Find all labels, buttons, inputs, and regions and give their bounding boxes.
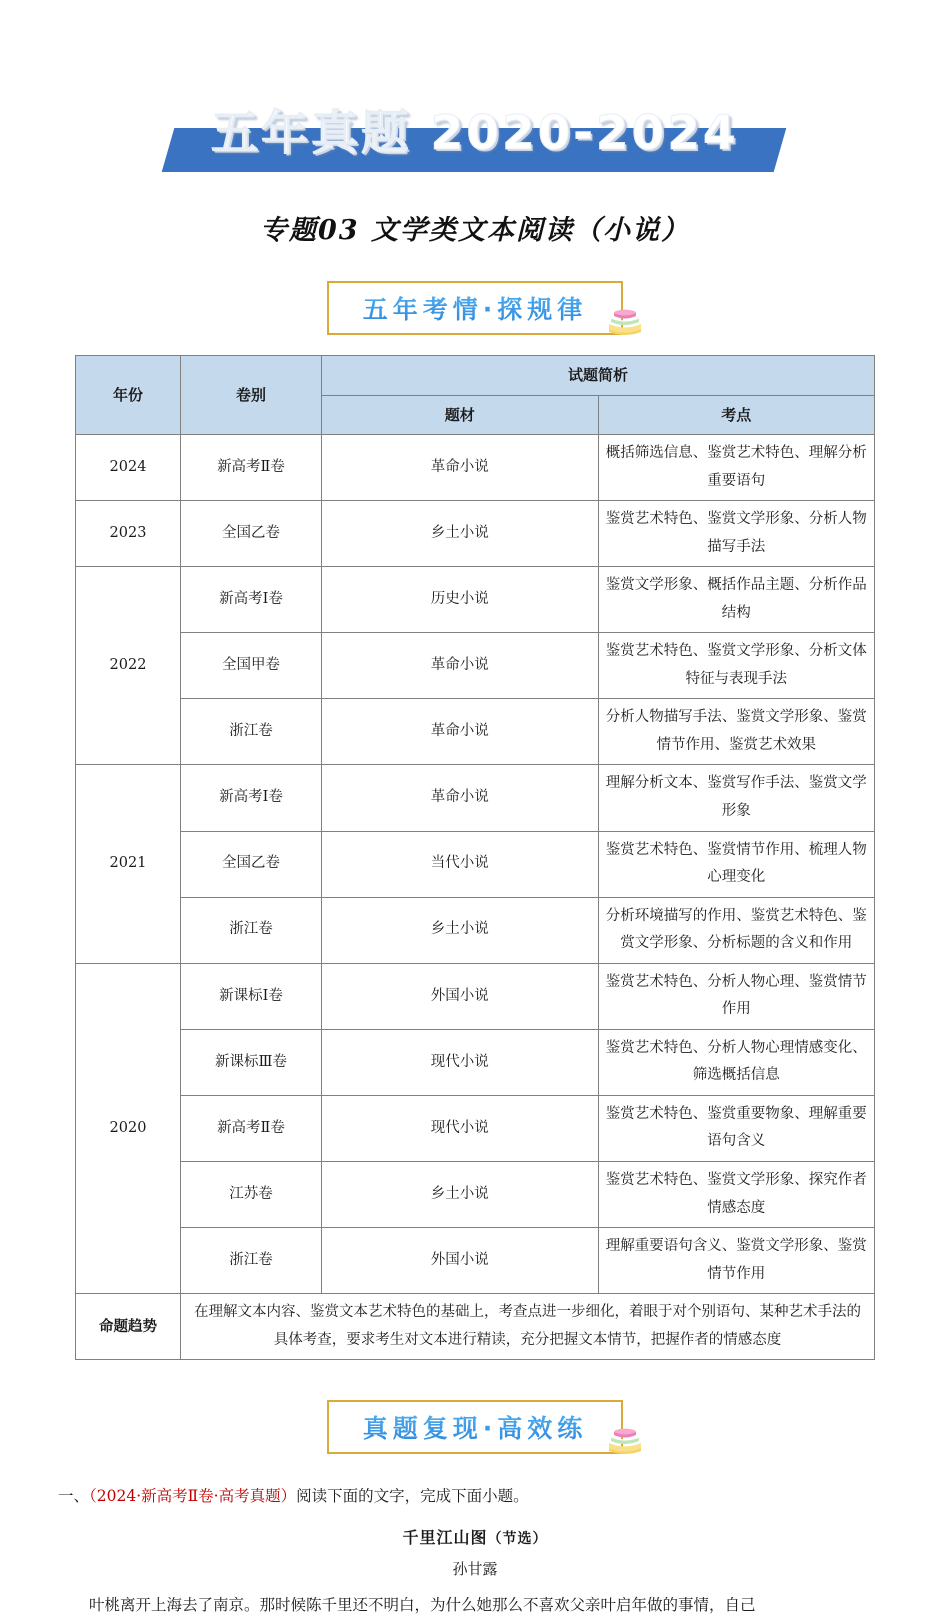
page-title: 专题03 文学类文本阅读（小说） bbox=[260, 215, 690, 246]
cell-genre: 现代小说 bbox=[322, 1029, 599, 1095]
question-line bbox=[58, 1480, 892, 1513]
article-author: 孙甘露 bbox=[452, 1561, 498, 1578]
cell-year: 2020 bbox=[76, 963, 181, 1293]
cell-points: 鉴赏艺术特色、鉴赏重要物象、理解重要语句含义 bbox=[598, 1095, 875, 1161]
table-row bbox=[76, 1095, 875, 1161]
cell-paper: 新课标Ⅲ卷 bbox=[181, 1029, 322, 1095]
cell-paper: 江苏卷 bbox=[181, 1162, 322, 1228]
cell-paper: 浙江卷 bbox=[181, 1228, 322, 1294]
table-row bbox=[76, 1228, 875, 1294]
question-number: 一、 bbox=[58, 1487, 90, 1506]
cell-genre: 外国小说 bbox=[322, 963, 599, 1029]
table-row bbox=[76, 633, 875, 699]
cell-paper: 新高考Ⅱ卷 bbox=[181, 1095, 322, 1161]
cell-points: 鉴赏艺术特色、鉴赏情节作用、梳理人物心理变化 bbox=[598, 831, 875, 897]
article-title-suffix: （节选） bbox=[487, 1531, 548, 1547]
table-row bbox=[76, 435, 875, 501]
header-year: 年份 bbox=[76, 356, 181, 435]
header-points: 考点 bbox=[598, 395, 875, 435]
cell-points: 概括筛选信息、鉴赏艺术特色、理解分析重要语句 bbox=[598, 435, 875, 501]
cell-genre: 乡土小说 bbox=[322, 897, 599, 963]
table-body bbox=[76, 435, 875, 1360]
table-row bbox=[76, 897, 875, 963]
cell-points: 鉴赏艺术特色、鉴赏文学形象、分析文体特征与表现手法 bbox=[598, 633, 875, 699]
article-title bbox=[58, 1525, 892, 1548]
banner-title: 五年真题 2020-2024 bbox=[211, 106, 739, 161]
cell-genre: 革命小说 bbox=[322, 435, 599, 501]
exam-trend-badge-row bbox=[0, 281, 950, 335]
cell-points: 鉴赏艺术特色、分析人物心理情感变化、筛选概括信息 bbox=[598, 1029, 875, 1095]
practice-badge bbox=[327, 1400, 624, 1454]
cell-paper: 新高考Ⅰ卷 bbox=[181, 765, 322, 831]
cell-points: 鉴赏文学形象、概括作品主题、分析作品结构 bbox=[598, 567, 875, 633]
cell-points: 分析人物描写手法、鉴赏文学形象、鉴赏情节作用、鉴赏艺术效果 bbox=[598, 699, 875, 765]
cell-genre: 现代小说 bbox=[322, 1095, 599, 1161]
cell-points: 理解重要语句含义、鉴赏文学形象、鉴赏情节作用 bbox=[598, 1228, 875, 1294]
cell-points: 理解分析文本、鉴赏写作手法、鉴赏文学形象 bbox=[598, 765, 875, 831]
header-genre: 题材 bbox=[322, 395, 599, 435]
cell-points: 分析环境描写的作用、鉴赏艺术特色、鉴赏文学形象、分析标题的含义和作用 bbox=[598, 897, 875, 963]
table-row bbox=[76, 765, 875, 831]
cell-genre: 革命小说 bbox=[322, 765, 599, 831]
cell-genre: 革命小说 bbox=[322, 633, 599, 699]
cell-genre: 外国小说 bbox=[322, 1228, 599, 1294]
cell-trend-text: 在理解文本内容、鉴赏文本艺术特色的基础上，考查点进一步细化，着眼于对个别语句、某种艺术手法的具体考查，要求考生对文本进行精读，充分把握文本情节，把握作者的情感态度 bbox=[181, 1294, 875, 1360]
cell-paper: 全国甲卷 bbox=[181, 633, 322, 699]
cell-points: 鉴赏艺术特色、鉴赏文学形象、分析人物描写手法 bbox=[598, 501, 875, 567]
article-paragraph: 叶桃离开上海去了南京。那时候陈千里还不明白，为什么她那么不喜欢父亲叶启年做的事情，自己 bbox=[89, 1596, 756, 1614]
table-head bbox=[76, 356, 875, 435]
practice-badge-label: 真题复现·高效练 bbox=[363, 1409, 588, 1445]
cell-genre: 乡土小说 bbox=[322, 1162, 599, 1228]
table-row bbox=[76, 831, 875, 897]
table-row bbox=[76, 501, 875, 567]
books-stack-icon bbox=[603, 304, 647, 338]
books-stack-icon-2 bbox=[603, 1423, 647, 1457]
cell-year: 2022 bbox=[76, 567, 181, 765]
question-source: （2024·新高考Ⅱ卷·高考真题） bbox=[89, 1487, 297, 1506]
practice-body bbox=[0, 1480, 950, 1621]
cell-genre: 乡土小说 bbox=[322, 501, 599, 567]
exam-trend-badge bbox=[327, 281, 624, 335]
cell-genre: 当代小说 bbox=[322, 831, 599, 897]
cell-paper: 新高考Ⅱ卷 bbox=[181, 435, 322, 501]
cell-paper: 全国乙卷 bbox=[181, 831, 322, 897]
table-row bbox=[76, 1162, 875, 1228]
practice-badge-row bbox=[0, 1400, 950, 1454]
document-page bbox=[0, 92, 950, 1614]
exam-overview-table-wrap bbox=[75, 355, 875, 1360]
cell-year: 2023 bbox=[76, 501, 181, 567]
header-analysis: 试题简析 bbox=[322, 356, 875, 396]
table-row bbox=[76, 1029, 875, 1095]
table-row bbox=[76, 699, 875, 765]
cell-genre: 历史小说 bbox=[322, 567, 599, 633]
cell-points: 鉴赏艺术特色、鉴赏文学形象、探究作者情感态度 bbox=[598, 1162, 875, 1228]
question-instruction: 阅读下面的文字，完成下面小题。 bbox=[296, 1487, 529, 1506]
cell-trend-label: 命题趋势 bbox=[76, 1294, 181, 1360]
cell-paper: 新高考Ⅰ卷 bbox=[181, 567, 322, 633]
table-row bbox=[76, 963, 875, 1029]
cell-genre: 革命小说 bbox=[322, 699, 599, 765]
banner bbox=[0, 92, 950, 202]
cell-year: 2021 bbox=[76, 765, 181, 963]
cell-year: 2024 bbox=[76, 435, 181, 501]
cell-paper: 浙江卷 bbox=[181, 699, 322, 765]
article-title-main: 千里江山图 bbox=[402, 1529, 488, 1547]
exam-overview-table bbox=[75, 355, 875, 1360]
cell-paper: 新课标Ⅰ卷 bbox=[181, 963, 322, 1029]
table-row bbox=[76, 567, 875, 633]
table-header-row-1 bbox=[76, 356, 875, 396]
cell-paper: 全国乙卷 bbox=[181, 501, 322, 567]
cell-paper: 浙江卷 bbox=[181, 897, 322, 963]
cell-points: 鉴赏艺术特色、分析人物心理、鉴赏情节作用 bbox=[598, 963, 875, 1029]
header-paper: 卷别 bbox=[181, 356, 322, 435]
table-trend-row bbox=[76, 1294, 875, 1360]
exam-trend-badge-label: 五年考情·探规律 bbox=[363, 290, 588, 326]
